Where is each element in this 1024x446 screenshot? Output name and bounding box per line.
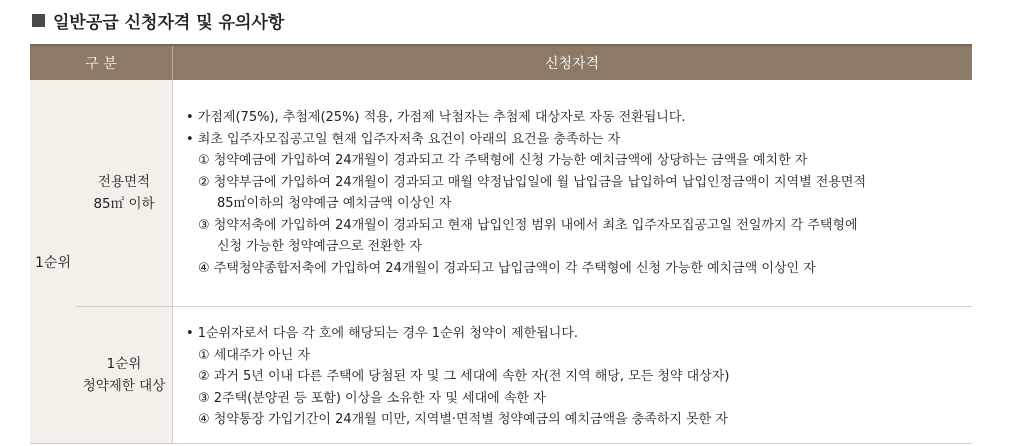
rank-cell: 1순위 (30, 80, 77, 443)
eligibility-content-area (172, 80, 972, 307)
header-eligibility: 신청자격 (544, 56, 600, 72)
subcategory-line: 전용면적 (97, 174, 151, 190)
content-line: ③ 2주택(분양권 등 포함) 이상을 소유한 자 및 세대에 속한 자 (198, 390, 546, 406)
eligibility-content-restriction (172, 307, 972, 443)
section-title (32, 8, 284, 33)
subcategory-cell-area (76, 80, 173, 307)
content-line: ② 청약부금에 가입하여 24개월이 경과되고 매월 약정납입일에 월 납입금을 납입하여 납입인정금액이 지역별 전용면적 (198, 174, 867, 190)
content-line: ④ 청약통장 가입기간이 24개월 미만, 지역별·면적별 청약예금의 예치금액을 충족하지 못한 자 (198, 412, 728, 427)
subcategory-line: 85㎡ 이하 (93, 196, 155, 212)
content-line: 85㎡이하의 청약예금 예치금액 이상인 자 (217, 196, 452, 211)
content-line: ① 세대주가 아닌 자 (198, 347, 310, 363)
content-line: 신청 가능한 청약예금으로 전환한 자 (217, 239, 422, 254)
square-bullet-icon (32, 14, 45, 27)
content-line: ③ 청약저축에 가입하여 24개월이 경과되고 현재 납입인정 범위 내에서 최초 입주자모집공고일 전일까지 각 주택형에 (198, 217, 858, 233)
content-line: • 최초 입주자모집공고일 현재 입주자저축 요건이 아래의 요건을 충족하는 자 (186, 131, 621, 147)
content-line: ② 과거 5년 이내 다른 주택에 당첨된 자 및 그 세대에 속한 자(전 지역 해당, 모든 청약 대상자) (198, 369, 730, 384)
subcategory-cell-restriction (76, 307, 173, 443)
table-header (30, 46, 972, 80)
content-line: • 1순위자로서 다음 각 호에 해당되는 경우 1순위 청약이 제한됩니다. (186, 326, 579, 341)
subcategory-line: 청약제한 대상 (82, 378, 166, 394)
content-line: • 가점제(75%), 추첨제(25%) 적용, 가점제 낙첨자는 추첨제 대상자로 자동 전환됩니다. (186, 110, 686, 125)
content-line: ④ 주택청약종합저축에 가입하여 24개월이 경과되고 납입금액이 각 주택형에 신청 가능한 예치금액 이상인 자 (198, 260, 816, 276)
subcategory-line: 1순위 (106, 356, 142, 372)
section-title-text: 일반공급 신청자격 및 유의사항 (53, 13, 285, 33)
eligibility-table (30, 44, 972, 446)
content-line: ① 청약예금에 가입하여 24개월이 경과되고 각 주택형에 신청 가능한 예치금액에 상당하는 금액을 예치한 자 (198, 153, 808, 168)
header-category: 구 분 (30, 46, 173, 80)
